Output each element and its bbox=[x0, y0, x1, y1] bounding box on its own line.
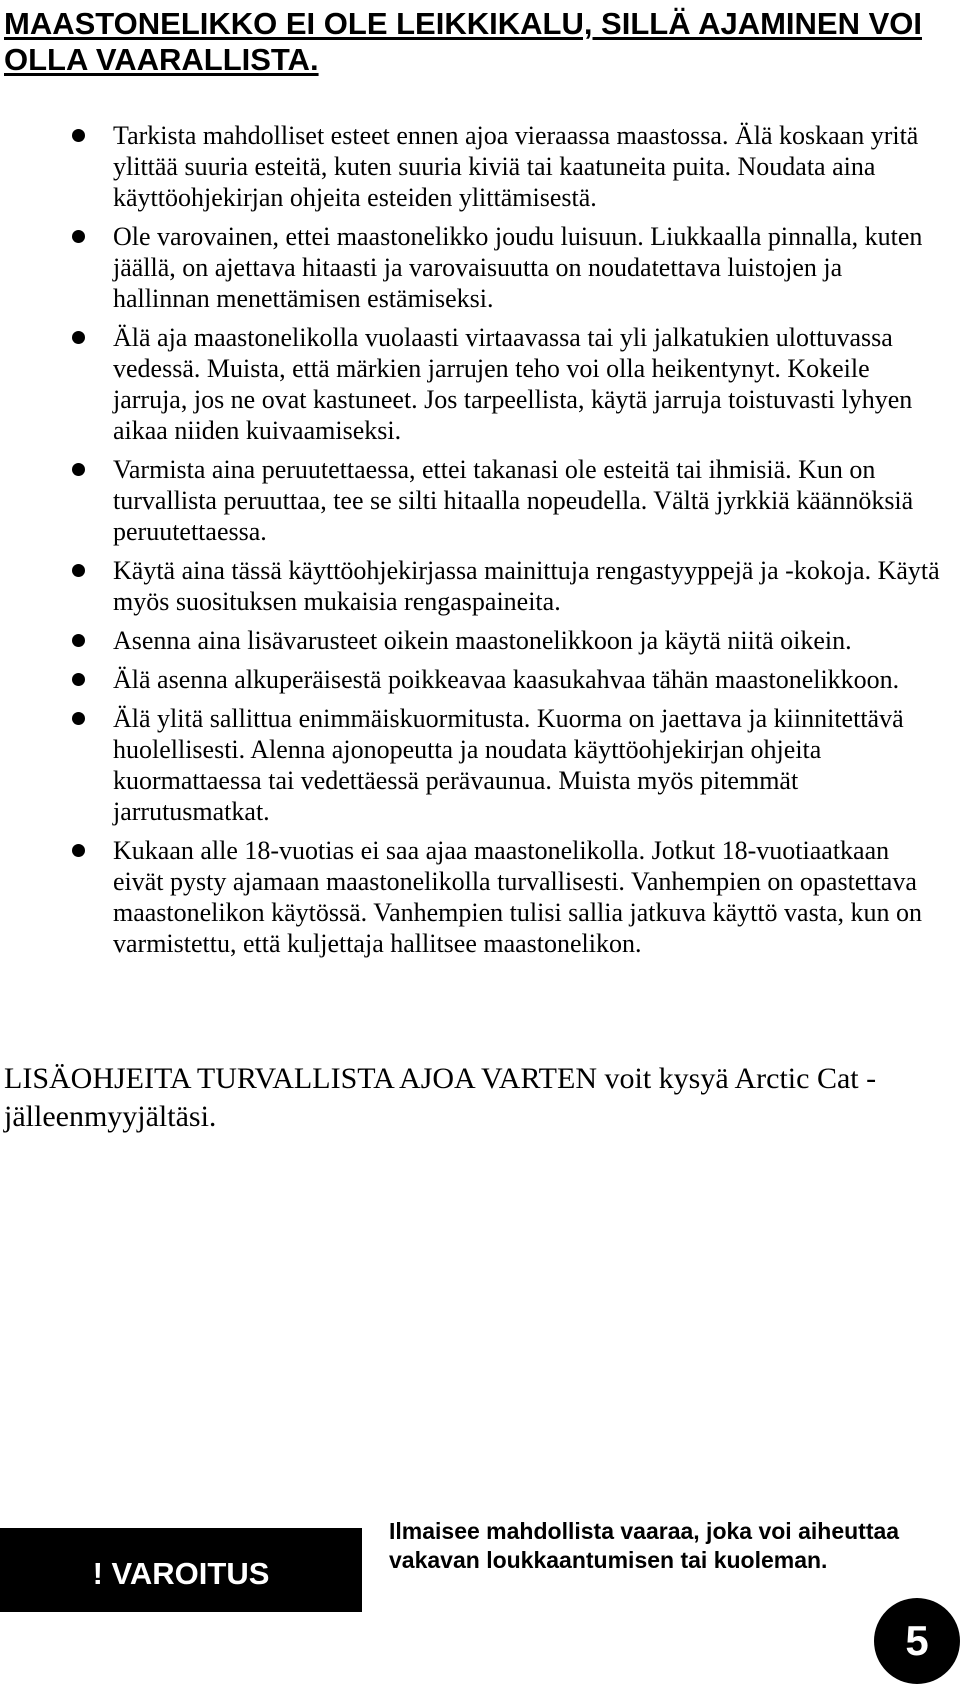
bullet-item bbox=[0, 322, 960, 446]
bullet-dot-icon bbox=[72, 463, 85, 476]
warning-label-box bbox=[0, 1528, 362, 1612]
bullet-text: Tarkista mahdolliset esteet ennen ajoa vieraassa maastossa. Älä koskaan yritä ylittää suuria esteitä, kuten suuria kiviä tai kaatuneita puita. Noudata aina käyttöohjekirjan ohjeita esteiden ylittämisestä. bbox=[113, 121, 919, 212]
bullet-item bbox=[0, 625, 960, 656]
page-number: 5 bbox=[905, 1617, 929, 1664]
page-heading: MAASTONELIKKO EI OLE LEIKKIKALU, SILLÄ AJAMINEN VOI OLLA VAARALLISTA. bbox=[4, 6, 922, 77]
bullet-item bbox=[0, 703, 960, 827]
bullet-dot-icon bbox=[72, 673, 85, 686]
bullet-item bbox=[0, 664, 960, 695]
bullet-dot-icon bbox=[72, 331, 85, 344]
bullet-item bbox=[0, 835, 960, 959]
more-info-note: LISÄOHJEITA TURVALLISTA AJOA VARTEN voit kysyä Arctic Cat -jälleenmyyjältäsi. bbox=[4, 1062, 877, 1133]
bullet-item bbox=[0, 555, 960, 617]
bullet-text: Varmista aina peruutettaessa, ettei takanasi ole esteitä tai ihmisiä. Kun on turvallista peruuttaa, tee se silti hitaalla nopeudella. Vältä jyrkkiä käännöksiä peruutettaessa. bbox=[113, 455, 914, 546]
bullet-text: Kukaan alle 18-vuotias ei saa ajaa maastonelikolla. Jotkut 18-vuotiaatkaan eivät pysty ajamaan maastonelikolla turvallisesti. Vanhempien on opastettava maastonelikon käytössä. Vanhempien tulisi sallia jatkuva käyttö vasta, kun on varmistettu, että kuljettaja hallitsee maastonelikon. bbox=[113, 836, 922, 958]
bullet-dot-icon bbox=[72, 129, 85, 142]
bullet-dot-icon bbox=[72, 564, 85, 577]
warning-description: Ilmaisee mahdollista vaaraa, joka voi aiheuttaa vakavan loukkaantumisen tai kuoleman. bbox=[389, 1518, 900, 1573]
bullet-text: Älä ylitä sallittua enimmäiskuormitusta. Kuorma on jaettava ja kiinnitettävä huolellisesti. Alenna ajonopeutta ja noudata käyttöohjekirjan ohjeita kuormattaessa tai vedettäessä perävaunua. Muista myös pitemmät jarrutusmatkat. bbox=[113, 704, 904, 826]
bullet-item bbox=[0, 120, 960, 213]
bullet-text: Asenna aina lisävarusteet oikein maastonelikkoon ja käytä niitä oikein. bbox=[113, 626, 852, 655]
bullet-text: Älä asenna alkuperäisestä poikkeavaa kaasukahvaa tähän maastonelikkoon. bbox=[113, 665, 900, 694]
bullet-item bbox=[0, 454, 960, 547]
safety-bullet-list bbox=[0, 120, 960, 967]
bullet-text: Ole varovainen, ettei maastonelikko joudu luisuun. Liukkaalla pinnalla, kuten jäällä, on ajettava hitaasti ja varovaisuutta on noudatettava luistojen ja hallinnan menettämisen estämiseksi. bbox=[113, 222, 923, 313]
bullet-text: Käytä aina tässä käyttöohjekirjassa mainittuja rengastyyppejä ja -kokoja. Käytä myös suosituksen mukaisia rengaspaineita. bbox=[113, 556, 940, 616]
bullet-dot-icon bbox=[72, 634, 85, 647]
warning-label: ! VAROITUS bbox=[92, 1556, 270, 1591]
bullet-dot-icon bbox=[72, 230, 85, 243]
page-number-badge bbox=[874, 1598, 960, 1684]
bullet-text: Älä aja maastonelikolla vuolaasti virtaavassa tai yli jalkatukien ulottuvassa vedessä. Muista, että märkien jarrujen teho voi olla heikentynyt. Kokeile jarruja, jos ne ovat kastuneet. Jos tarpeellista, käytä jarruja toistuvasti lyhyen aikaa niiden kuivaamiseksi. bbox=[113, 323, 913, 445]
bullet-dot-icon bbox=[72, 844, 85, 857]
bullet-dot-icon bbox=[72, 712, 85, 725]
bullet-item bbox=[0, 221, 960, 314]
